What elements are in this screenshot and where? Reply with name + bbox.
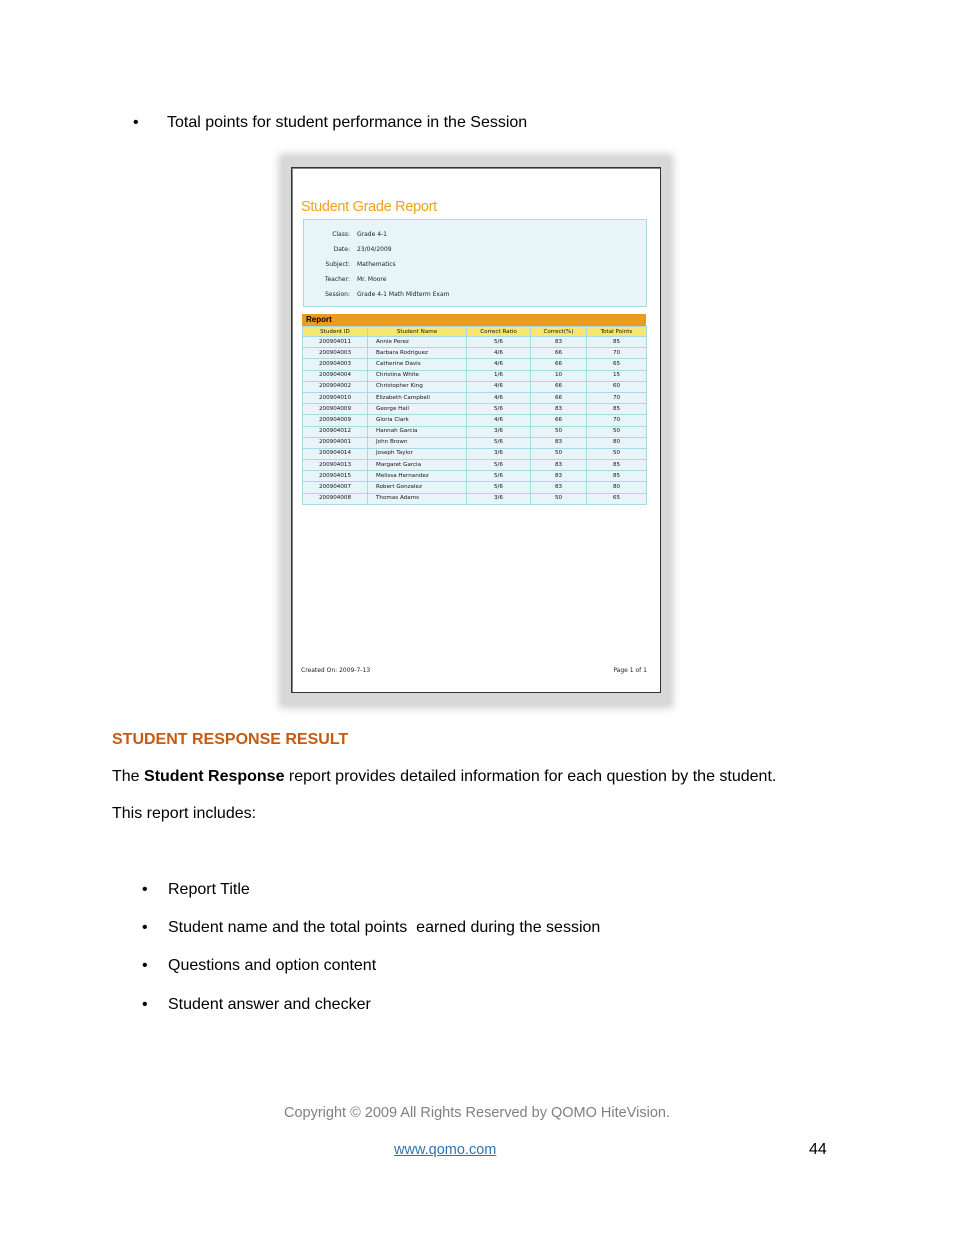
col-student-name: Student Name: [368, 327, 467, 337]
cell-total-points: 65: [587, 359, 647, 370]
cell-student-id: 200904008: [303, 493, 368, 504]
cell-correct-pct: 83: [531, 437, 587, 448]
bullet-icon: •: [142, 996, 148, 1013]
cell-student-name: Melissa Hernandez: [368, 471, 467, 482]
table-row: [303, 482, 647, 493]
cell-total-points: 15: [587, 370, 647, 381]
cell-correct-ratio: 3/6: [467, 448, 531, 459]
col-total-points: Total Points: [587, 327, 647, 337]
cell-total-points: 50: [587, 448, 647, 459]
cell-student-id: 200904012: [303, 426, 368, 437]
table-row: [303, 426, 647, 437]
table-row: [303, 460, 647, 471]
cell-student-name: George Hall: [368, 404, 467, 415]
table-row: [303, 381, 647, 392]
report-created-date: Created On: 2009-7-13: [301, 667, 371, 674]
col-student-id: Student ID: [303, 327, 368, 337]
cell-correct-ratio: 5/6: [467, 460, 531, 471]
cell-correct-ratio: 4/6: [467, 415, 531, 426]
cell-student-id: 200904001: [303, 437, 368, 448]
table-row: [303, 359, 647, 370]
bullet-icon: •: [142, 919, 148, 936]
table-row: [303, 493, 647, 504]
cell-total-points: 85: [587, 404, 647, 415]
report-title: Student Grade Report: [301, 199, 437, 215]
cell-student-name: Robert Gonzalez: [368, 482, 467, 493]
bullet-icon: •: [142, 957, 148, 974]
grade-table: [302, 326, 647, 505]
cell-student-id: 200904011: [303, 337, 368, 348]
website-link[interactable]: www.qomo.com: [394, 1142, 497, 1158]
cell-correct-ratio: 5/6: [467, 482, 531, 493]
cell-correct-ratio: 3/6: [467, 426, 531, 437]
cell-correct-pct: 50: [531, 426, 587, 437]
intro-bullet-text: Total points for student performance in the Session: [167, 114, 528, 131]
cell-total-points: 50: [587, 426, 647, 437]
cell-student-id: 200904009: [303, 404, 368, 415]
cell-student-id: 200904009: [303, 415, 368, 426]
bullet-icon: •: [142, 881, 148, 898]
cell-student-id: 200904003: [303, 359, 368, 370]
cell-student-name: Hannah Garcia: [368, 426, 467, 437]
cell-student-name: Gloria Clark: [368, 415, 467, 426]
cell-correct-pct: 66: [531, 415, 587, 426]
cell-correct-ratio: 3/6: [467, 493, 531, 504]
list-item: Report Title: [168, 881, 250, 898]
cell-correct-ratio: 5/6: [467, 337, 531, 348]
cell-student-name: Annie Perez: [368, 337, 467, 348]
list-item: Student answer and checker: [168, 996, 371, 1013]
cell-student-id: 200904007: [303, 482, 368, 493]
cell-total-points: 70: [587, 415, 647, 426]
cell-student-id: 200904003: [303, 348, 368, 359]
table-row: [303, 370, 647, 381]
cell-student-name: Christopher King: [368, 381, 467, 392]
cell-student-name: Margaret Garcia: [368, 460, 467, 471]
cell-correct-pct: 50: [531, 448, 587, 459]
cell-correct-pct: 83: [531, 460, 587, 471]
cell-correct-pct: 83: [531, 471, 587, 482]
cell-total-points: 80: [587, 437, 647, 448]
cell-student-name: Christina White: [368, 370, 467, 381]
cell-correct-pct: 66: [531, 381, 587, 392]
cell-student-name: Thomas Adams: [368, 493, 467, 504]
cell-correct-ratio: 4/6: [467, 381, 531, 392]
table-row: [303, 448, 647, 459]
page-number: 44: [809, 1141, 827, 1158]
cell-student-name: John Brown: [368, 437, 467, 448]
cell-total-points: 85: [587, 471, 647, 482]
cell-correct-ratio: 5/6: [467, 437, 531, 448]
cell-student-id: 200904013: [303, 460, 368, 471]
table-row: [303, 471, 647, 482]
grade-table-header: [303, 327, 647, 337]
table-row: [303, 415, 647, 426]
cell-correct-ratio: 5/6: [467, 404, 531, 415]
table-row: [303, 337, 647, 348]
cell-total-points: 80: [587, 482, 647, 493]
table-row: [303, 404, 647, 415]
cell-correct-ratio: 1/6: [467, 370, 531, 381]
col-correct-pct: Correct(%): [531, 327, 587, 337]
cell-total-points: 85: [587, 337, 647, 348]
cell-total-points: 70: [587, 392, 647, 403]
list-item: Questions and option content: [168, 957, 377, 974]
cell-student-id: 200904010: [303, 392, 368, 403]
cell-correct-ratio: 5/6: [467, 471, 531, 482]
cell-student-name: Joseph Taylor: [368, 448, 467, 459]
copyright-text: Copyright © 2009 All Rights Reserved by QOMO HiteVision.: [284, 1105, 670, 1121]
cell-student-id: 200904014: [303, 448, 368, 459]
report-screenshot: [291, 167, 661, 693]
bold-term: Student Response: [144, 768, 285, 785]
cell-correct-pct: 83: [531, 482, 587, 493]
includes-text: This report includes:: [112, 805, 257, 822]
bullet-icon: •: [133, 114, 139, 131]
table-row: [303, 392, 647, 403]
list-item: Student name and the total points earned during the session: [168, 919, 601, 936]
cell-correct-ratio: 4/6: [467, 392, 531, 403]
cell-student-name: Barbara Rodriguez: [368, 348, 467, 359]
cell-student-name: Elizabeth Campbell: [368, 392, 467, 403]
report-info-box: Class: Grade 4-1 Date: 23/04/2009 Subject: Mathematics Teacher: Mr. Moore Session: Grade 4-1 Math Midterm Exam: [303, 219, 647, 307]
cell-total-points: 85: [587, 460, 647, 471]
section-paragraph: The Student Response report provides detailed information for each question by the student.: [112, 768, 777, 785]
cell-correct-pct: 66: [531, 392, 587, 403]
cell-correct-pct: 83: [531, 404, 587, 415]
cell-total-points: 60: [587, 381, 647, 392]
cell-correct-pct: 83: [531, 337, 587, 348]
cell-student-name: Catherine Davis: [368, 359, 467, 370]
cell-correct-ratio: 4/6: [467, 348, 531, 359]
cell-total-points: 70: [587, 348, 647, 359]
cell-total-points: 65: [587, 493, 647, 504]
report-page-indicator: Page 1 of 1: [613, 667, 647, 674]
cell-correct-pct: 50: [531, 493, 587, 504]
cell-student-id: 200904004: [303, 370, 368, 381]
col-correct-ratio: Correct Ratio: [467, 327, 531, 337]
cell-student-id: 200904015: [303, 471, 368, 482]
cell-student-id: 200904002: [303, 381, 368, 392]
report-section-header: Report: [302, 314, 646, 326]
cell-correct-pct: 66: [531, 348, 587, 359]
table-row: [303, 437, 647, 448]
cell-correct-pct: 10: [531, 370, 587, 381]
cell-correct-pct: 66: [531, 359, 587, 370]
cell-correct-ratio: 4/6: [467, 359, 531, 370]
section-heading: STUDENT RESPONSE RESULT: [112, 731, 349, 748]
table-row: [303, 348, 647, 359]
